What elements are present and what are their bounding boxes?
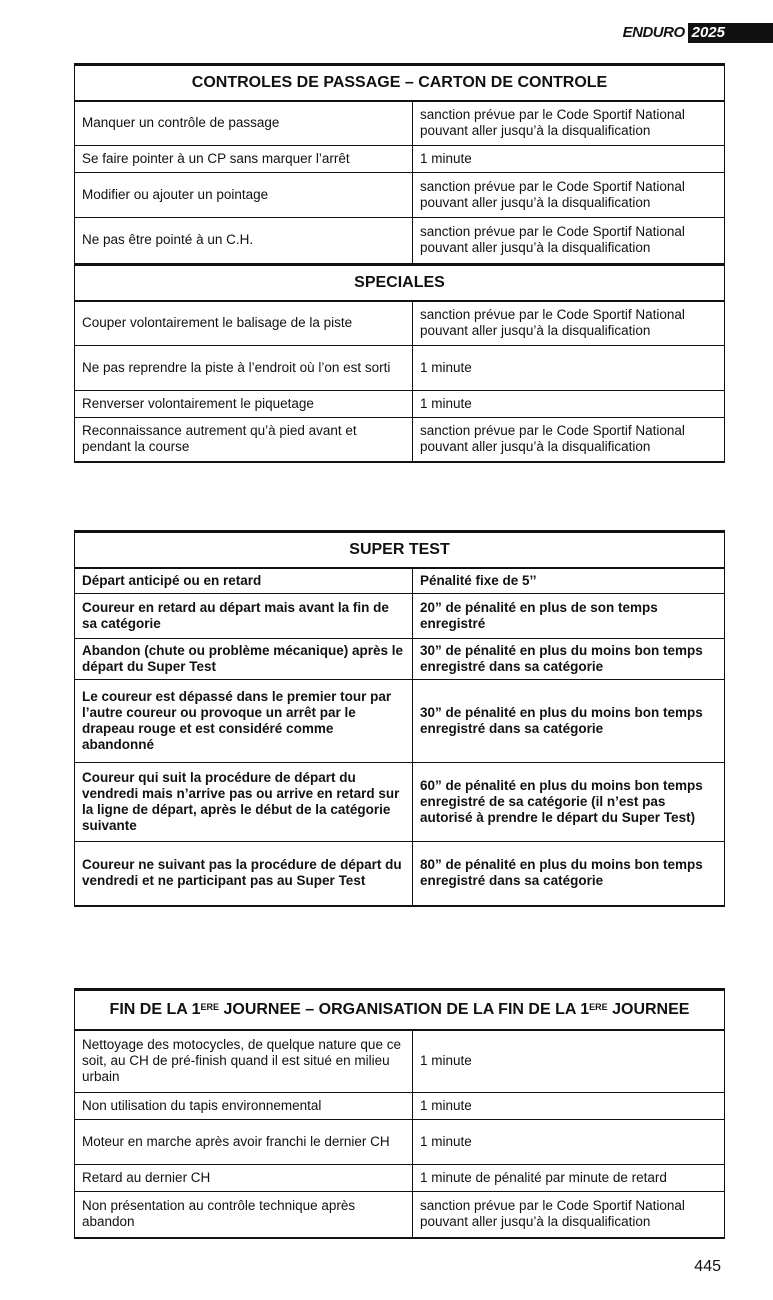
table-title: CONTROLES DE PASSAGE – CARTON DE CONTROLE <box>75 65 725 102</box>
infraction-cell: Ne pas être pointé à un C.H. <box>75 217 413 264</box>
table-row <box>75 101 725 145</box>
brand-year: 2025 <box>688 23 773 43</box>
infraction-cell: Coureur en retard au départ mais avant la fin de sa catégorie <box>75 593 413 638</box>
infraction-cell: Nettoyage des motocycles, de quelque nature que ce soit, au CH de pré-finish quand il est situé en milieu urbain <box>75 1030 413 1092</box>
infraction-cell: Modifier ou ajouter un pointage <box>75 172 413 217</box>
infraction-cell: Non présentation au contrôle technique après abandon <box>75 1191 413 1238</box>
table-row <box>75 1119 725 1164</box>
table-fin-journee <box>74 988 725 1239</box>
penalty-cell: sanction prévue par le Code Sportif National pouvant aller jusqu’à la disqualification <box>413 172 725 217</box>
penalty-cell: sanction prévue par le Code Sportif National pouvant aller jusqu’à la disqualification <box>413 1191 725 1238</box>
penalty-cell: Pénalité fixe de 5’’ <box>413 568 725 593</box>
title-part: JOURNEE – ORGANISATION DE LA FIN DE LA 1 <box>219 1001 590 1018</box>
infraction-cell: Renverser volontairement le piquetage <box>75 391 413 418</box>
infraction-cell: Se faire pointer à un CP sans marquer l’arrêt <box>75 145 413 172</box>
brand-text: ENDURO <box>622 24 685 41</box>
infraction-cell: Le coureur est dépassé dans le premier tour par l’autre coureur ou provoque un arrêt par le drapeau rouge et est considéré comme abandonné <box>75 679 413 762</box>
infraction-cell: Couper volontairement le balisage de la piste <box>75 301 413 346</box>
table-row <box>75 568 725 593</box>
table-row <box>75 346 725 391</box>
penalty-cell: sanction prévue par le Code Sportif National pouvant aller jusqu’à la disqualification <box>413 217 725 264</box>
table-row <box>75 1164 725 1191</box>
penalty-cell: sanction prévue par le Code Sportif National pouvant aller jusqu’à la disqualification <box>413 101 725 145</box>
table-row <box>75 762 725 841</box>
table-row <box>75 217 725 264</box>
penalty-cell: 60” de pénalité en plus du moins bon temps enregistré de sa catégorie (il n’est pas autorisé à prendre le départ du Super Test) <box>413 762 725 841</box>
penalty-cell: 30” de pénalité en plus du moins bon temps enregistré dans sa catégorie <box>413 679 725 762</box>
infraction-cell: Manquer un contrôle de passage <box>75 101 413 145</box>
infraction-cell: Coureur qui suit la procédure de départ du vendredi mais n’arrive pas ou arrive en retard sur la ligne de départ, après le début de la catégorie suivante <box>75 762 413 841</box>
title-part: FIN DE LA 1 <box>109 1001 201 1018</box>
table-row <box>75 391 725 418</box>
infraction-cell: Retard au dernier CH <box>75 1164 413 1191</box>
table-row <box>75 1191 725 1238</box>
table-row <box>75 593 725 638</box>
infraction-cell: Abandon (chute ou problème mécanique) après le départ du Super Test <box>75 638 413 679</box>
table-controles-passage <box>74 63 725 463</box>
penalty-cell: 1 minute <box>413 1092 725 1119</box>
brand-header <box>623 23 773 43</box>
table-row <box>75 1030 725 1092</box>
penalty-cell: 1 minute <box>413 346 725 391</box>
infraction-cell: Reconnaissance autrement qu’à pied avant et pendant la course <box>75 418 413 462</box>
infraction-cell: Départ anticipé ou en retard <box>75 568 413 593</box>
penalty-cell: sanction prévue par le Code Sportif National pouvant aller jusqu’à la disqualification <box>413 301 725 346</box>
page-number: 445 <box>694 1258 721 1275</box>
infraction-cell: Coureur ne suivant pas la procédure de départ du vendredi et ne participant pas au Super Test <box>75 841 413 906</box>
table-super-test <box>74 530 725 907</box>
title-superscript: ERE <box>200 1002 220 1012</box>
title-part: JOURNEE <box>607 1001 690 1018</box>
table-row <box>75 172 725 217</box>
penalty-cell: 1 minute <box>413 1119 725 1164</box>
penalty-cell: 1 minute de pénalité par minute de retard <box>413 1164 725 1191</box>
title-superscript: ERE <box>589 1002 608 1012</box>
penalty-cell: sanction prévue par le Code Sportif National pouvant aller jusqu’à la disqualification <box>413 418 725 462</box>
table-row <box>75 145 725 172</box>
penalty-cell: 1 minute <box>413 1030 725 1092</box>
penalty-cell: 80” de pénalité en plus du moins bon temps enregistré dans sa catégorie <box>413 841 725 906</box>
table-title <box>75 990 725 1031</box>
table-row <box>75 418 725 462</box>
table-row <box>75 1092 725 1119</box>
infraction-cell: Non utilisation du tapis environnemental <box>75 1092 413 1119</box>
table-row <box>75 638 725 679</box>
table-row <box>75 301 725 346</box>
penalty-cell: 30” de pénalité en plus du moins bon temps enregistré dans sa catégorie <box>413 638 725 679</box>
penalty-cell: 1 minute <box>413 145 725 172</box>
table-row <box>75 679 725 762</box>
penalty-cell: 1 minute <box>413 391 725 418</box>
infraction-cell: Moteur en marche après avoir franchi le dernier CH <box>75 1119 413 1164</box>
infraction-cell: Ne pas reprendre la piste à l’endroit où l’on est sorti <box>75 346 413 391</box>
penalty-cell: 20” de pénalité en plus de son temps enregistré <box>413 593 725 638</box>
table-title: SUPER TEST <box>75 532 725 569</box>
section-subtitle: SPECIALES <box>75 264 725 301</box>
table-row <box>75 841 725 906</box>
